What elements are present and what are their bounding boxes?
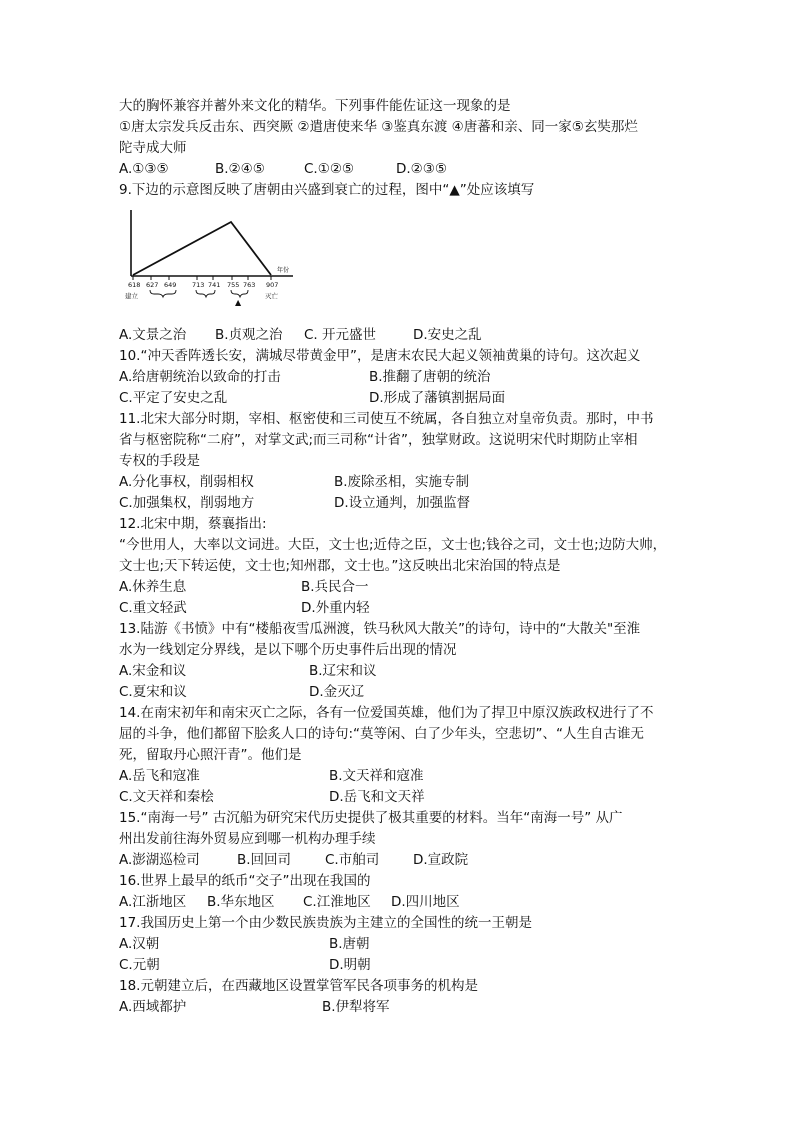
q15-option-c: C.市舶司 [325,852,380,868]
q16-option-b: B.华东地区 [207,894,275,910]
q9-option-c: C. 开元盛世 [304,327,377,343]
brace-627-649 [150,290,176,297]
q14-stem-line-3: 死，留取丹心照汗青”。他们是 [119,747,302,763]
marker-triangle: ▲ [235,298,242,306]
q8-option-d: D.②③⑤ [396,161,447,177]
q14-stem-line-1: 14.在南宋初年和南宋灭亡之际，各有一位爱国英雄，他们为了捍卫中原汉族政权进行了不 [119,705,654,721]
q9-timeline-svg [121,206,297,306]
q8-option-c: C.①②⑤ [304,161,355,177]
q8-stem-line-3: 陀寺成大师 [119,140,187,156]
q12-option-c: C.重文轻武 [119,600,187,616]
q8-stem-line-2: ①唐太宗发兵反击东、西突厥 ②遣唐使来华 ③鉴真东渡 ④唐蕃和亲、同一家⑤玄奘那烂 [119,119,638,135]
q18-option-b: B.伊犁将军 [322,999,390,1015]
tick-label: 618 [128,281,141,289]
brace-755-763 [231,290,248,297]
q15-option-a: A.澎湖巡检司 [119,852,200,868]
q14-option-d: D.岳飞和文天祥 [329,789,425,805]
q15-option-d: D.宣政院 [413,852,469,868]
q18-option-a: A.西域都护 [119,999,187,1015]
q11-stem-line-3: 专权的手段是 [119,453,200,469]
q11-option-a: A.分化事权，削弱相权 [119,474,254,490]
tick-label: 907 [266,281,279,289]
label-founded: 建立 [125,292,138,300]
q13-option-b: B.辽宋和议 [309,663,377,679]
tick-label: 649 [164,281,177,289]
q15-stem-line-1: 15.“南海一号” 古沉船为研究宋代历史提供了极其重要的材料。当年“南海一号” 从广 [119,810,623,826]
q17-option-a: A.汉朝 [119,936,160,952]
tick-label: 627 [146,281,159,289]
q11-option-b: B.废除丞相，实施专制 [334,474,470,490]
q11-option-c: C.加强集权，削弱地方 [119,495,255,511]
tick-label: 755 [227,281,240,289]
q9-option-d: D.安史之乱 [413,327,482,343]
q13-stem-line-1: 13.陆游《书愤》中有“楼船夜雪瓜洲渡，铁马秋风大散关”的诗句，诗中的“大散关"至淮 [119,621,641,637]
q14-option-c: C.文天祥和秦桧 [119,789,214,805]
q12-stem-line-1: 12.北宋中期，蔡襄指出: [119,516,267,532]
q13-option-d: D.金灭辽 [309,684,365,700]
q16-option-d: D.四川地区 [391,894,460,910]
q17-stem: 17.我国历史上第一个由少数民族贵族为主建立的全国性的统一王朝是 [119,915,532,931]
q12-stem-line-3: 文士也;天下转运使，文士也;知州郡，文士也。”这反映出北宋治国的特点是 [119,558,561,574]
rise-fall-line [133,222,271,275]
q11-stem-line-2: 省与枢密院称“二府”，对掌文武;而三司称“计省”，独掌财政。这说明宋代时期防止宰相 [119,432,638,448]
tick-label: 713 [192,281,205,289]
q14-option-b: B.文天祥和寇准 [329,768,424,784]
q8-stem-line-1: 大的胸怀兼容并蓄外来文化的精华。下列事件能佐证这一现象的是 [119,98,511,114]
q9-timeline-figure [121,206,297,306]
q10-option-a: A.给唐朝统治以致命的打击 [119,369,281,385]
q14-stem-line-2: 屈的斗争，他们都留下脍炙人口的诗句:“莫等闲、白了少年头，空悲切”、“人生自古谁无 [119,726,645,742]
brace-713-741 [196,290,215,297]
q8-option-b: B.②④⑤ [215,161,265,177]
q12-option-d: D.外重内轻 [301,600,370,616]
q12-option-b: B.兵民合一 [301,579,369,595]
q18-stem: 18.元朝建立后，在西藏地区设置掌管军民各项事务的机构是 [119,978,478,994]
q13-option-c: C.夏宋和议 [119,684,187,700]
q15-option-b: B.回回司 [237,852,292,868]
tick-label: 763 [243,281,256,289]
q13-stem-line-2: 水为一线划定分界线，是以下哪个历史事件后出现的情况 [119,642,457,658]
axis-year-label: 年份 [277,267,290,274]
label-fall: 灭亡 [265,292,278,300]
q9-option-a: A.文景之治 [119,327,187,343]
q13-option-a: A.宋金和议 [119,663,187,679]
q9-stem: 9.下边的示意图反映了唐朝由兴盛到衰亡的过程，图中“▲”处应该填写 [119,182,535,198]
q12-option-a: A.休养生息 [119,579,187,595]
q15-stem-line-2: 州出发前往海外贸易应到哪一机构办理手续 [119,831,376,847]
q17-option-c: C.元朝 [119,957,160,973]
tick-label: 741 [208,281,221,289]
q14-option-a: A.岳飞和寇准 [119,768,200,784]
q10-stem: 10.“冲天香阵透长安，满城尽带黄金甲”，是唐末农民大起义领袖黄巢的诗句。这次起义 [119,348,641,364]
q11-stem-line-1: 11.北宋大部分时期，宰相、枢密使和三司使互不统属，各自独立对皇帝负责。那时，中书 [119,411,654,427]
q10-option-d: D.形成了藩镇割据局面 [369,390,506,406]
q16-stem: 16.世界上最早的纸币“交子”出现在我国的 [119,873,371,889]
q11-option-d: D.设立通判，加强监督 [334,495,471,511]
q8-option-a: A.①③⑤ [119,161,169,177]
q17-option-d: D.明朝 [329,957,371,973]
q16-option-a: A.江浙地区 [119,894,187,910]
q10-option-b: B.推翻了唐朝的统治 [369,369,491,385]
q17-option-b: B.唐朝 [329,936,370,952]
q10-option-c: C.平定了安史之乱 [119,390,228,406]
q16-option-c: C.江淮地区 [303,894,371,910]
q12-stem-line-2: “今世用人，大率以文词进。大臣，文士也;近侍之臣，文士也;钱谷之司，文士也;边防大帅， [119,537,667,553]
q9-option-b: B.贞观之治 [215,327,283,343]
